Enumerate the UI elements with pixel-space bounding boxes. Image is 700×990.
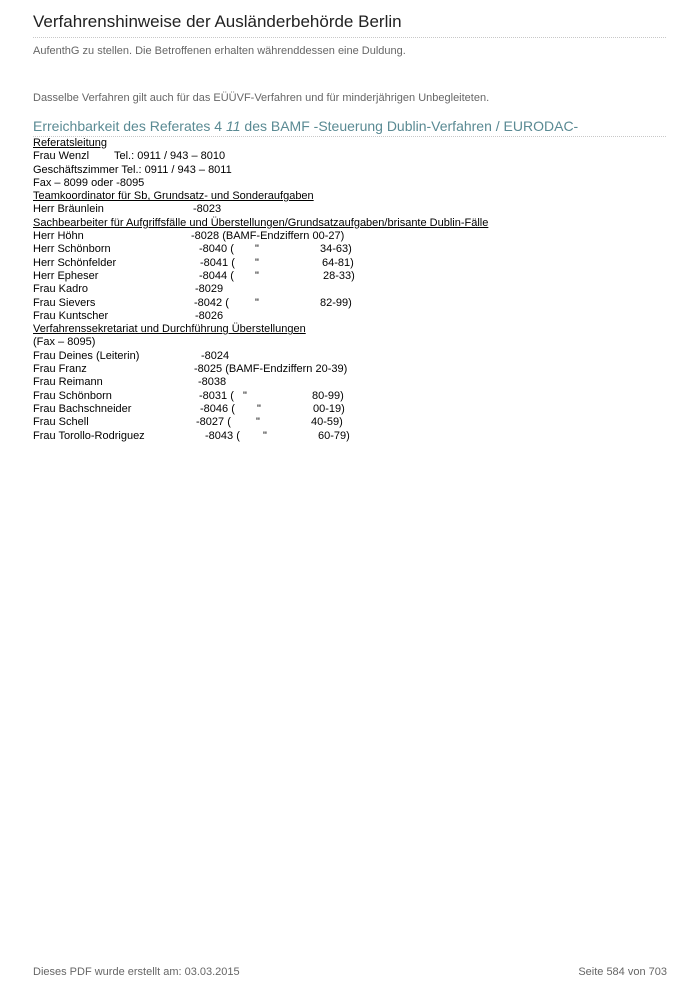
contact-name: Herr Schönborn xyxy=(33,243,111,256)
ditto-mark: " xyxy=(255,269,259,282)
contact-range: 80-99) xyxy=(312,389,344,402)
ditto-mark: " xyxy=(263,429,267,442)
section-divider xyxy=(33,136,666,137)
contact-range: 34-63) xyxy=(320,243,352,256)
section-heading-italic: 11 xyxy=(225,118,241,134)
referatsleitung-heading: Referatsleitung xyxy=(33,137,107,149)
contact-name: Frau Kuntscher xyxy=(33,309,109,322)
contact-name: Frau Bachschneider xyxy=(33,402,132,415)
contact-extension: -8042 ( xyxy=(194,296,229,309)
contact-extension: -8026 xyxy=(195,309,224,322)
contact-range: 28-33) xyxy=(323,269,355,282)
contact-extension: -8031 ( xyxy=(199,389,234,402)
footer-page-number: Seite 584 von 703 xyxy=(578,966,667,978)
sekretariat-heading: Verfahrenssekretariat und Durchführung Überstellungen xyxy=(33,323,306,336)
contact-range: 00-19) xyxy=(313,402,345,415)
contact-name: Frau Wenzl xyxy=(33,150,90,163)
sachbearbeiter-heading: Sachbearbeiter für Aufgriffsfälle und Überstellungen/Grundsatzaufgaben/brisante Dublin-Fälle xyxy=(33,216,489,229)
intro-paragraph-1: AufenthG zu stellen. Die Betroffenen erhalten währenddessen eine Duldung. xyxy=(33,45,406,57)
contact-extension: -8028 (BAMF-Endziffern 00-27) xyxy=(191,230,345,243)
teamkoordinator-heading: Teamkoordinator für Sb, Grundsatz- und Sonderaufgaben xyxy=(33,190,314,203)
contact-name: Frau Schell xyxy=(33,416,89,429)
contact-range: 40-59) xyxy=(311,416,343,429)
contact-name: Frau Franz xyxy=(33,363,87,376)
ditto-mark: " xyxy=(255,296,259,309)
contact-name: Frau Reimann xyxy=(33,376,103,389)
sekretariat-fax: (Fax – 8095) xyxy=(33,336,96,349)
contact-extension: -8023 xyxy=(193,203,222,216)
contact-extension: -8025 (BAMF-Endziffern 20-39) xyxy=(194,363,348,376)
contact-extension: -8041 ( xyxy=(200,256,235,269)
contact-extension: -8044 ( xyxy=(199,269,234,282)
contact-name: Herr Epheser xyxy=(33,269,99,282)
contact-extension: -8040 ( xyxy=(199,243,234,256)
contact-extension: -8029 xyxy=(195,283,224,296)
contact-name: Frau Kadro xyxy=(33,283,89,296)
intro-paragraph-2: Dasselbe Verfahren gilt auch für das EÜÜVF-Verfahren und für minderjährigen Unbegleiteten. xyxy=(33,92,490,104)
ditto-mark: " xyxy=(255,256,259,269)
contact-phone: Tel.: 0911 / 943 – 8010 xyxy=(114,150,226,163)
section-heading-start: Erreichbarkeit des Referates 4 xyxy=(33,118,226,134)
office-phone: Geschäftszimmer Tel.: 0911 / 943 – 8011 xyxy=(33,163,232,176)
ditto-mark: " xyxy=(243,389,247,402)
contact-extension: -8046 ( xyxy=(200,402,235,415)
contact-extension: -8027 ( xyxy=(196,416,231,429)
contact-name: Frau Torollo-Rodriguez xyxy=(33,429,145,442)
contact-range: 60-79) xyxy=(318,429,350,442)
contact-name: Herr Bräunlein xyxy=(33,203,104,216)
footer-created-date: Dieses PDF wurde erstellt am: 03.03.2015 xyxy=(33,966,240,978)
title-divider xyxy=(33,37,666,38)
contact-name: Herr Schönfelder xyxy=(33,256,117,269)
section-heading-end: des BAMF -Steuerung Dublin-Verfahren / EURODAC- xyxy=(240,118,579,134)
contact-range: 64-81) xyxy=(322,256,354,269)
contact-range: 82-99) xyxy=(320,296,352,309)
ditto-mark: " xyxy=(255,243,259,256)
contact-name: Frau Deines (Leiterin) xyxy=(33,349,140,362)
contact-name: Herr Höhn xyxy=(33,230,84,243)
section-heading xyxy=(33,118,578,134)
ditto-mark: " xyxy=(256,416,260,429)
contact-extension: -8024 xyxy=(201,349,230,362)
page-title: Verfahrenshinweise der Ausländerbehörde Berlin xyxy=(33,12,402,31)
contact-extension: -8038 xyxy=(198,376,227,389)
contact-name: Frau Schönborn xyxy=(33,389,112,402)
ditto-mark: " xyxy=(257,402,261,415)
contact-extension: -8043 ( xyxy=(205,429,240,442)
fax-number: Fax – 8099 oder -8095 xyxy=(33,176,145,189)
contact-name: Frau Sievers xyxy=(33,296,96,309)
